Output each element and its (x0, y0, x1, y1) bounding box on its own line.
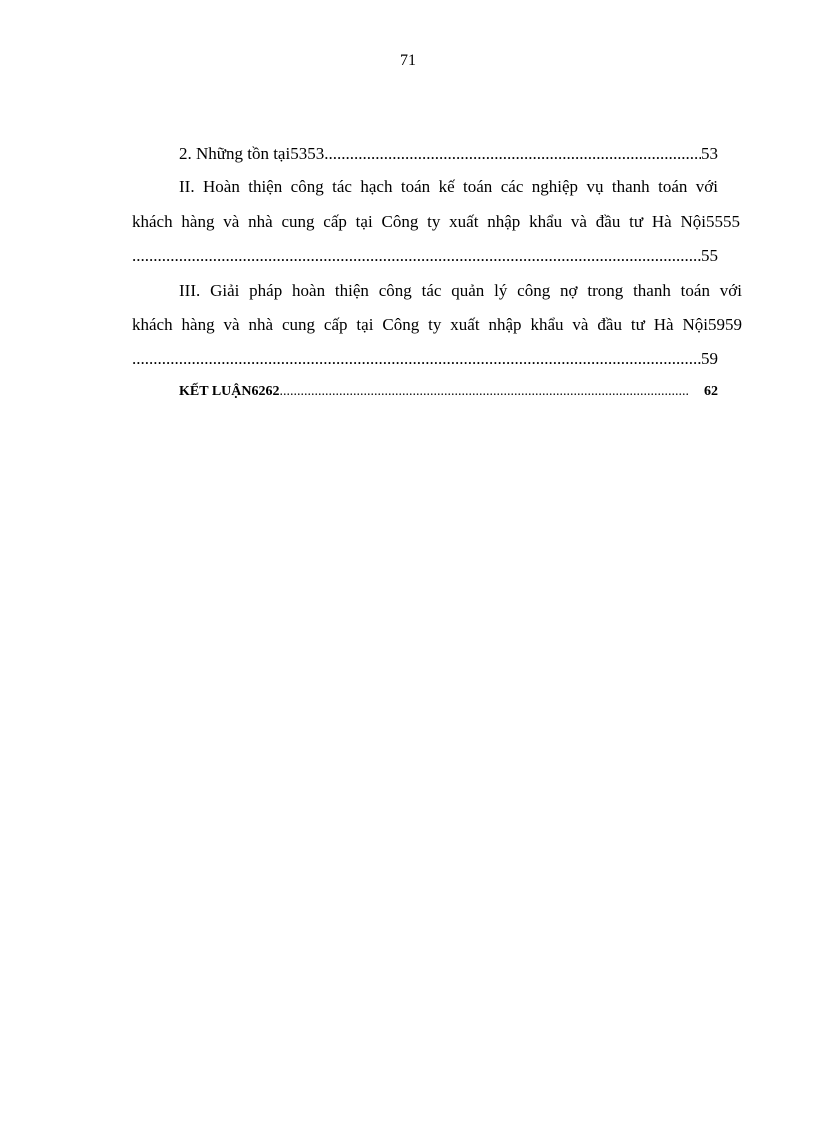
toc-entry-II-line2[interactable]: khách hàng và nhà cung cấp tại Công ty xuất nhập khẩu và đầu tư Hà Nội5555 (132, 212, 740, 231)
toc-entry-ket-luan[interactable] (132, 380, 718, 404)
toc-entry-III-leader[interactable] (132, 347, 718, 371)
page-number: 71 (400, 52, 416, 69)
toc-entry-page: 59 (701, 349, 718, 368)
toc-leader-dots (324, 142, 701, 166)
toc-entry-II-line1[interactable]: II. Hoàn thiện công tác hạch toán kế toán các nghiệp vụ thanh toán với (179, 177, 718, 196)
toc-entry-title: KẾT LUẬN6262 (179, 384, 280, 399)
toc-entry-page: 62 (704, 384, 718, 399)
toc-entry-page: 55 (701, 246, 718, 265)
toc-entry-II-leader[interactable] (132, 244, 718, 268)
toc-entry-nhung-ton-tai[interactable] (132, 142, 718, 166)
toc-leader-dots (279, 380, 688, 404)
toc-entry-III-line2[interactable]: khách hàng và nhà cung cấp tại Công ty xuất nhập khẩu và đầu tư Hà Nội5959 (132, 315, 742, 334)
toc-leader-dots (132, 347, 701, 371)
toc-leader-dots (132, 244, 701, 268)
toc-entry-III-line1[interactable]: III. Giải pháp hoàn thiện công tác quản lý công nợ trong thanh toán với (179, 281, 742, 300)
toc-entry-page: 53 (701, 144, 718, 163)
toc-entry-title: 2. Những tồn tại5353 (179, 144, 325, 163)
